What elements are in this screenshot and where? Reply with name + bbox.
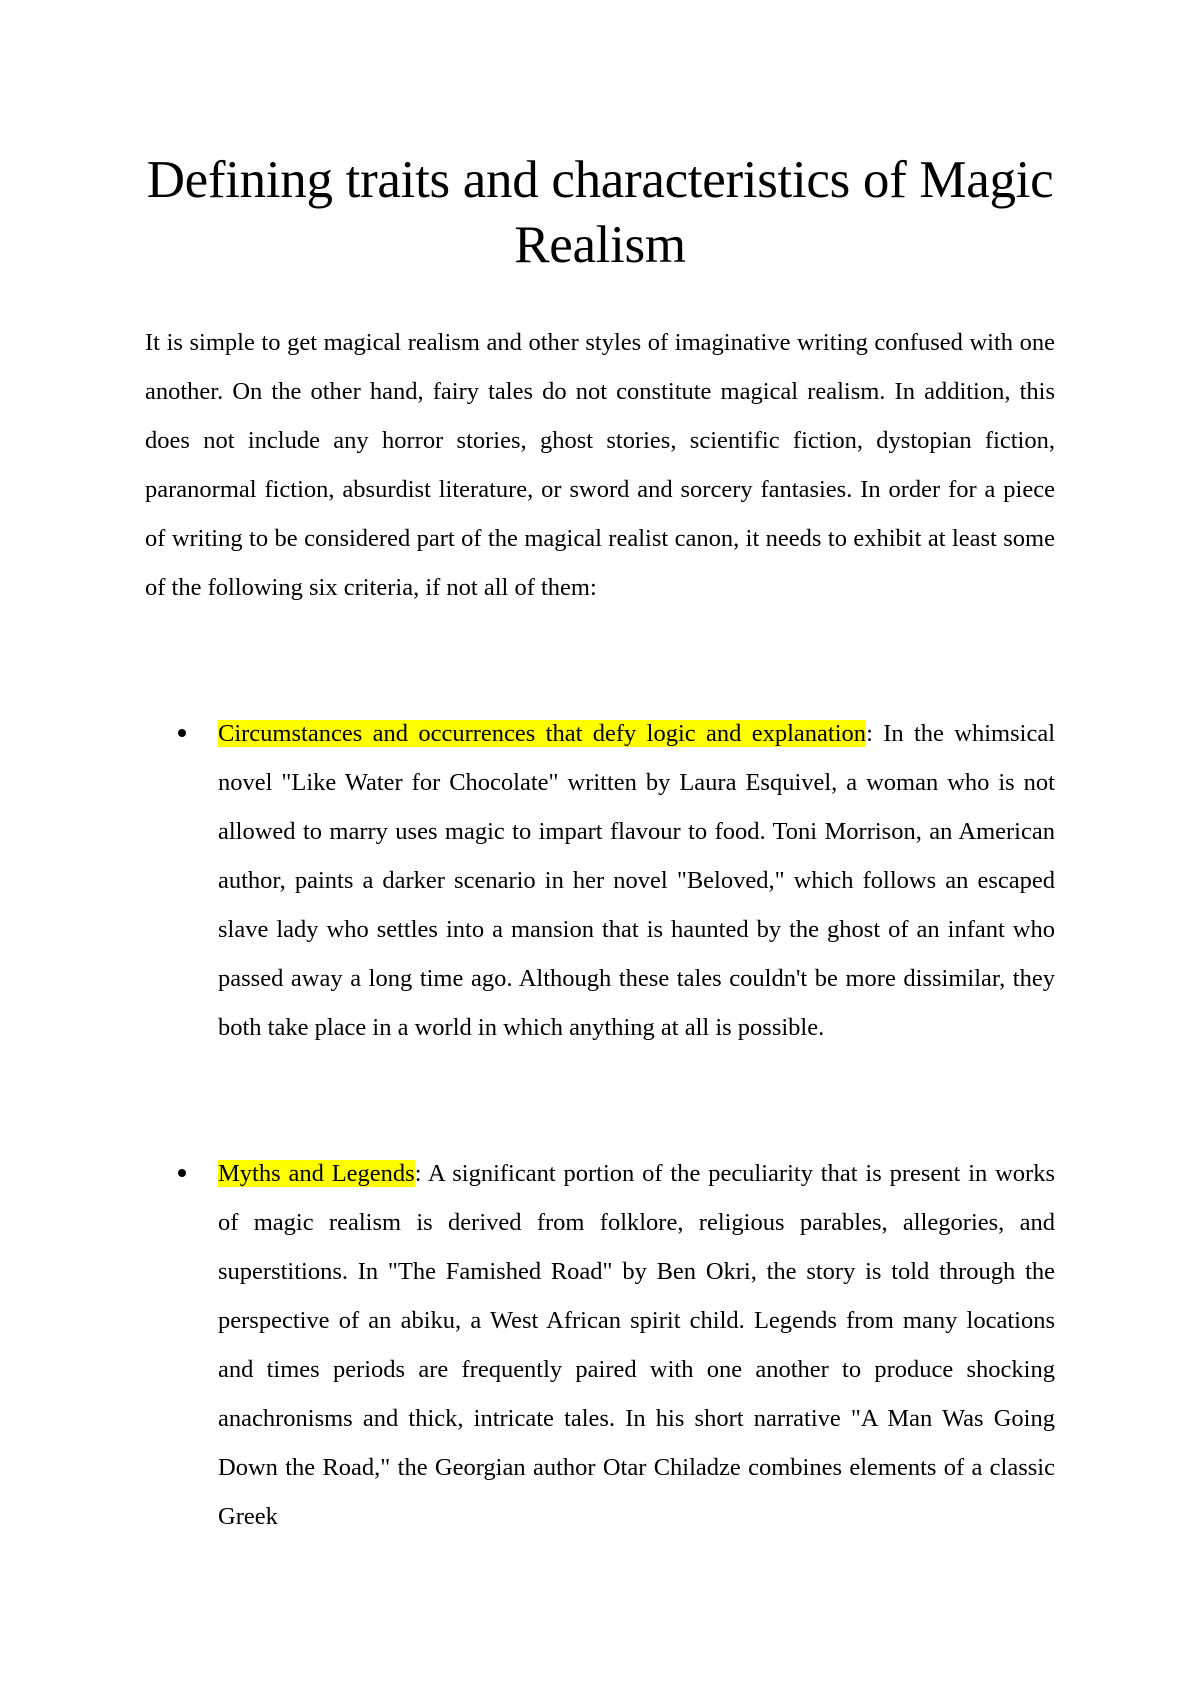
bullet-body: : A significant portion of the peculiarity that is present in works of magic realism is derived from folklore, religious parables, allegories, and superstitions. In "The Famished Road" by Ben Okri, the story is told through the perspective of an abiku, a West African spirit child. Legends from many locations and times periods are frequently paired with one another to produce shocking anachronisms and thick, intricate tales. In his short narrative "A Man Was Going Down the Road," the Georgian author Otar Chiladze combines elements of a classic Greek xyxy=(218,1160,1056,1530)
document-title: Defining traits and characteristics of Magic Realism xyxy=(146,151,1054,274)
bullet-body: : In the whimsical novel "Like Water for Chocolate" written by Laura Esquivel, a woman who is not allowed to marry uses magic to impart flavour to food. Toni Morrison, an American author, paints a darker scenario in her novel "Beloved," which follows an escaped slave lady who settles into a mansion that is haunted by the ghost of an infant who passed away a long time ago. Although these tales couldn't be more dissimilar, they both take place in a world in which anything at all is possible. xyxy=(218,720,1056,1041)
list-item xyxy=(218,709,1055,1052)
highlighted-heading: Myths and Legends xyxy=(218,1160,415,1187)
bullet-icon xyxy=(178,1169,186,1177)
bullet-paragraph xyxy=(218,1149,1055,1541)
highlighted-heading: Circumstances and occurrences that defy logic and explanation xyxy=(218,720,867,747)
list-item xyxy=(218,1149,1055,1541)
bullet-paragraph xyxy=(218,709,1055,1052)
intro-paragraph: It is simple to get magical realism and other styles of imaginative writing confused with one another. On the other hand, fairy tales do not constitute magical realism. In addition, this does not include any horror stories, ghost stories, scientific fiction, dystopian fiction, paranormal fiction, absurdist literature, or sword and sorcery fantasies. In order for a piece of writing to be considered part of the magical realist canon, it needs to exhibit at least some of the following six criteria, if not all of them: xyxy=(145,329,1055,601)
bullet-icon xyxy=(178,729,186,737)
